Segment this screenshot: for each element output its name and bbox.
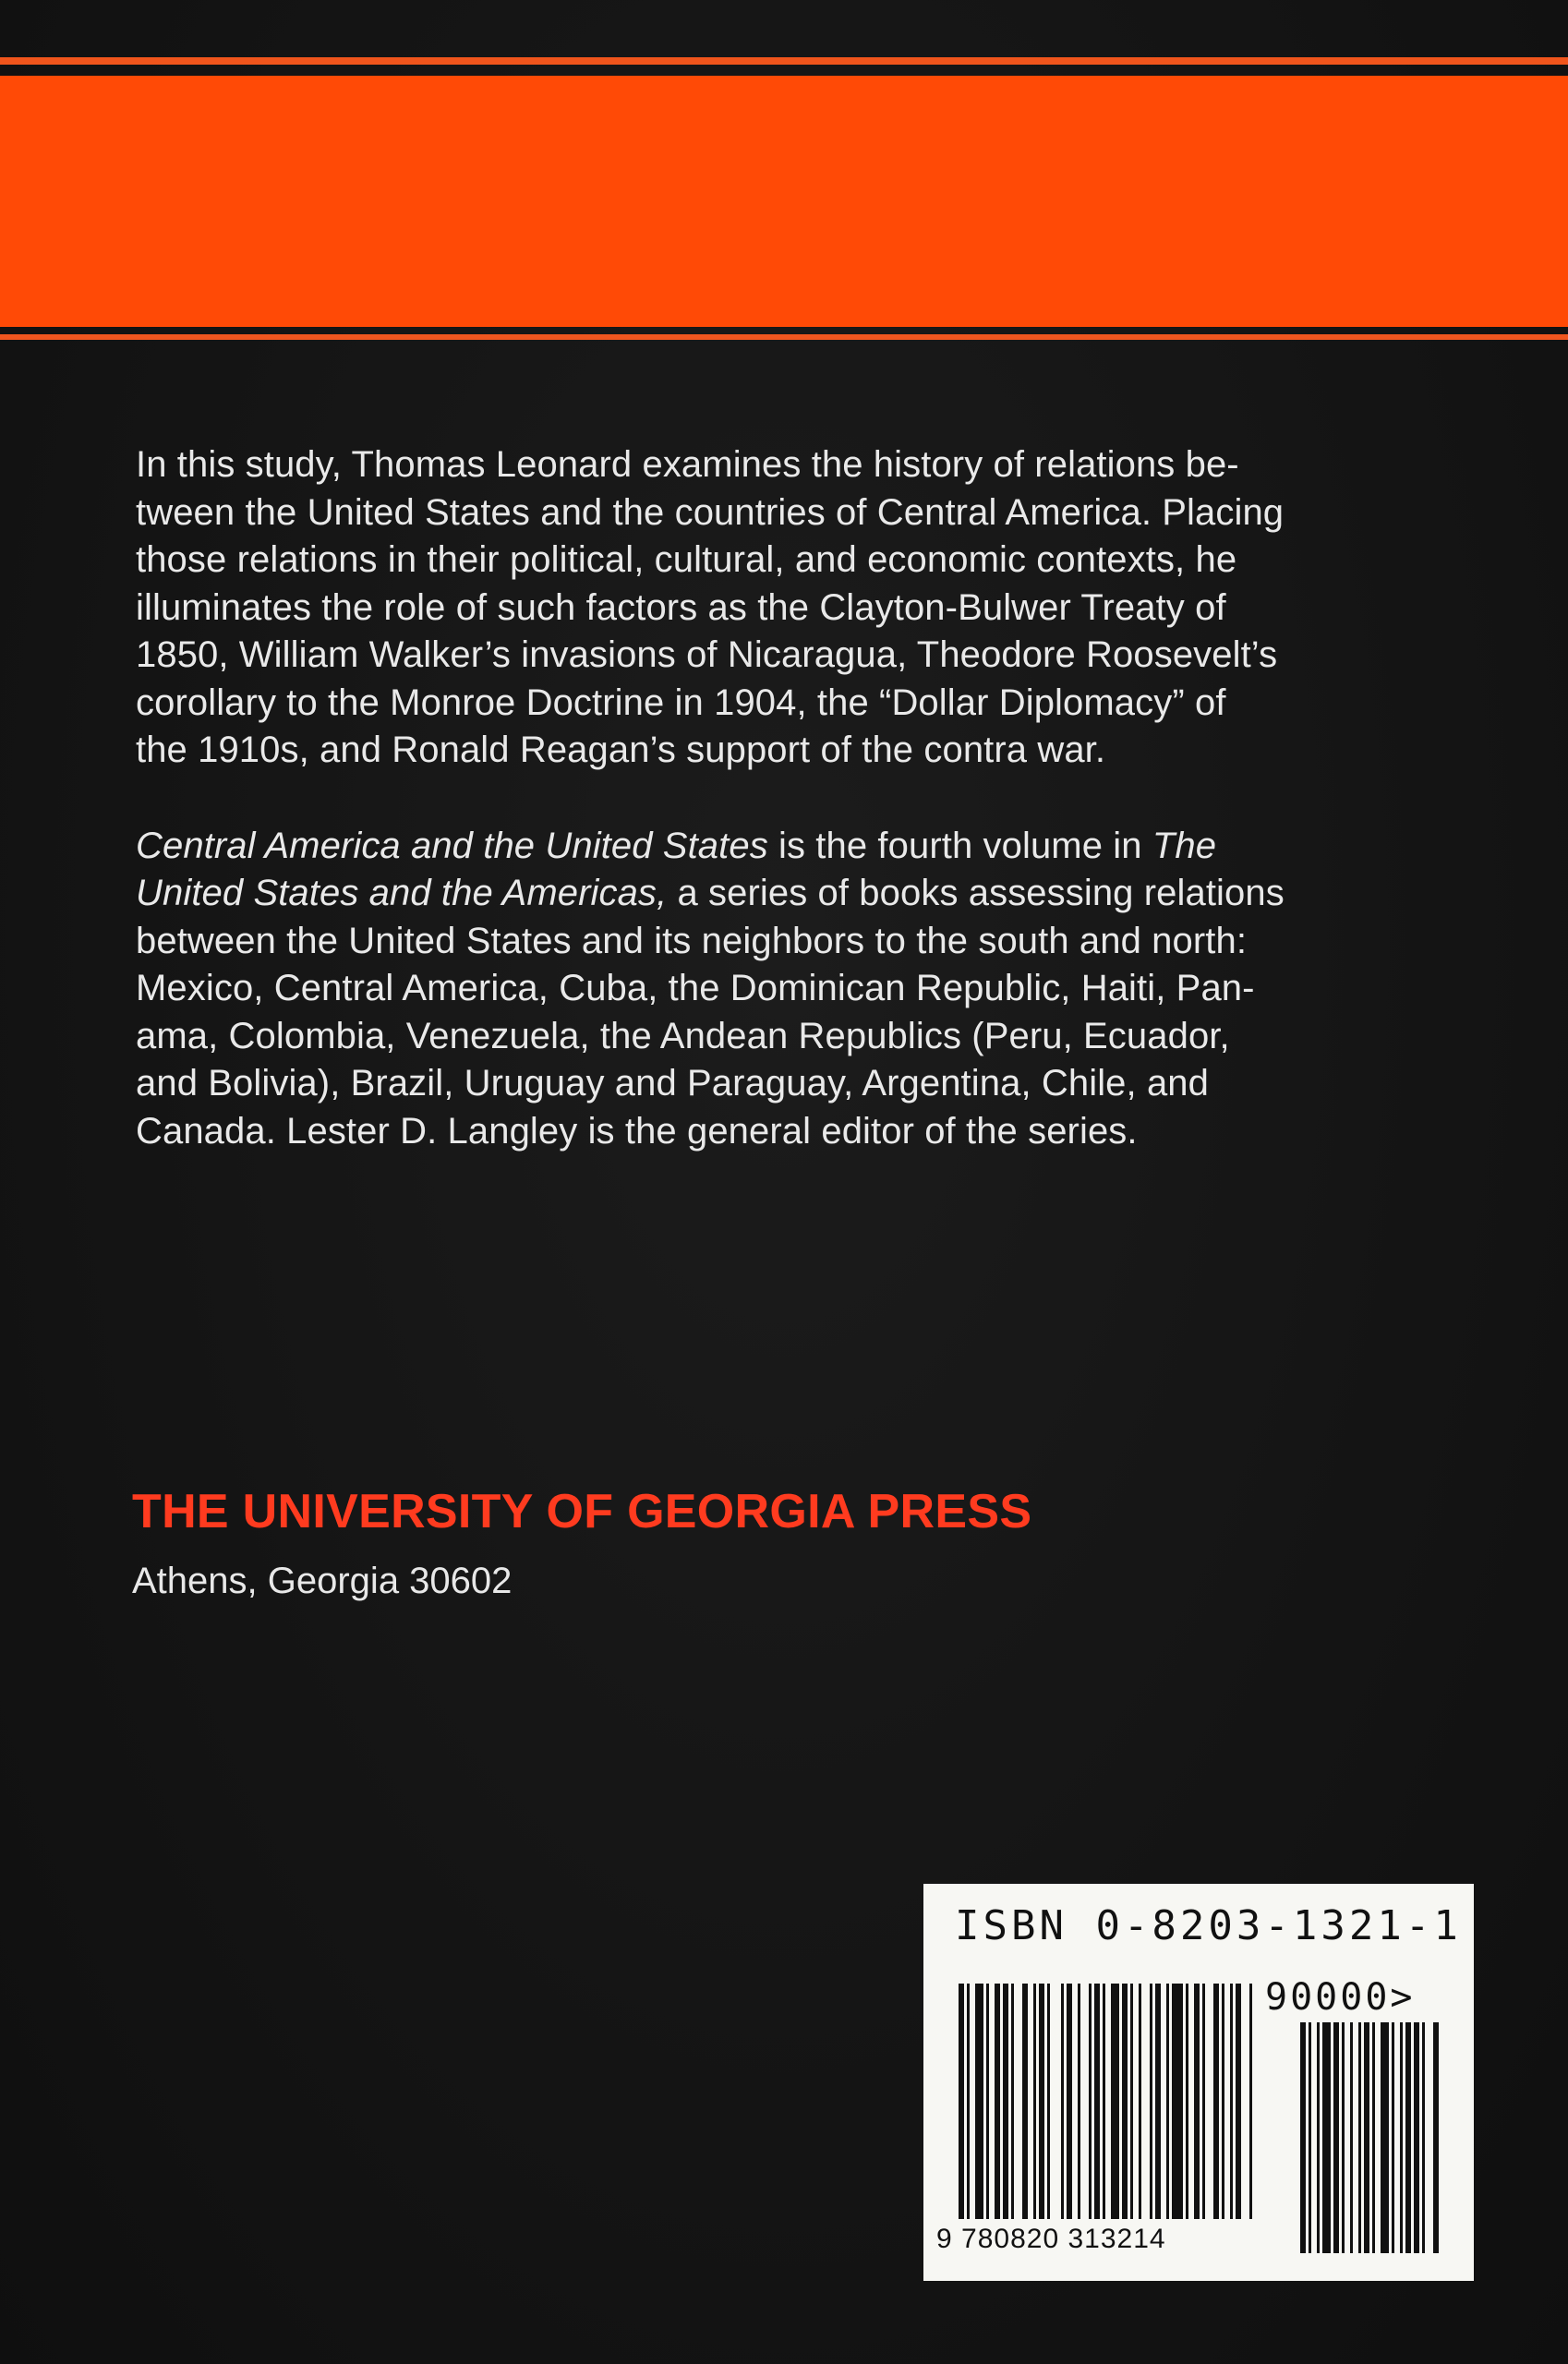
barcode-addon-bar: [1322, 2022, 1331, 2253]
barcode-bar: [1039, 1984, 1044, 2219]
barcode-addon-bar: [1350, 2022, 1353, 2253]
barcode-bar: [1150, 1984, 1152, 2219]
isbn-number: ISBN 0-8203-1321-1: [955, 1902, 1462, 1949]
publisher-name: THE UNIVERSITY OF GEORGIA PRESS: [132, 1485, 1032, 1538]
blurb-line: [136, 870, 1309, 918]
blurb-line: the 1910s, and Ronald Reagan’s support of the contra war.: [136, 730, 1106, 770]
series-title: United States and the Americas,: [136, 873, 668, 913]
barcode-bar: [1249, 1984, 1252, 2219]
barcode-addon-bar: [1300, 2022, 1306, 2253]
barcode-addon-bar: [1309, 2022, 1311, 2253]
blurb-line: 1850, William Walker’s invasions of Nicaragua, Theodore Roosevelt’s: [136, 634, 1278, 675]
barcode-bar: [1130, 1984, 1133, 2219]
barcode-bar: [1222, 1984, 1224, 2219]
barcode-bar: [1172, 1984, 1183, 2219]
accent-band: [0, 76, 1568, 327]
barcode-bar: [1155, 1984, 1161, 2219]
barcode-bar: [1186, 1984, 1188, 2219]
blurb-line: Mexico, Central America, Cuba, the Dominican Republic, Haiti, Pan-: [136, 968, 1255, 1008]
barcode-bar: [1089, 1984, 1092, 2219]
barcode-bar: [975, 1984, 983, 2219]
cover-blurb: [136, 441, 1309, 1155]
barcode-addon-bar: [1372, 2022, 1375, 2253]
barcode-bar: [1033, 1984, 1036, 2219]
barcode-bar: [1122, 1984, 1128, 2219]
barcode-bar: [1011, 1984, 1014, 2219]
barcode-bar: [1094, 1984, 1100, 2219]
barcode-bar: [986, 1984, 989, 2219]
barcode-addon-bar: [1358, 2022, 1361, 2253]
barcode-addon-bar: [1342, 2022, 1345, 2253]
blurb-line: Canada. Lester D. Langley is the general editor of the series.: [136, 1110, 1138, 1152]
blurb-paragraph-2: [136, 823, 1309, 1156]
barcode-addon-bar: [1392, 2022, 1394, 2253]
barcode-bar: [1061, 1984, 1064, 2219]
blurb-text: is the fourth volume in: [767, 825, 1152, 866]
barcode-addon-bar: [1422, 2022, 1425, 2253]
barcode-addon-bar: [1381, 2022, 1389, 2253]
blurb-line: those relations in their political, cultural, and economic contexts, he: [136, 539, 1237, 580]
publisher-address: Athens, Georgia 30602: [132, 1561, 513, 1601]
barcode-addon-bar: [1400, 2022, 1403, 2253]
accent-stripe-thin-bottom: [0, 334, 1568, 340]
barcode-bar: [1003, 1984, 1008, 2219]
barcode-bar: [1103, 1984, 1105, 2219]
barcode-bar: [1022, 1984, 1028, 2219]
blurb-line: In this study, Thomas Leonard examines the history of relations be-: [136, 444, 1239, 485]
barcode-bar: [1230, 1984, 1233, 2219]
barcode-bar: [1166, 1984, 1169, 2219]
barcode-addon-bar: [1405, 2022, 1411, 2253]
barcode-bar: [1111, 1984, 1119, 2219]
barcode-bar: [995, 1984, 1000, 2219]
barcode-addon-bar: [1317, 2022, 1320, 2253]
barcode-bar: [1078, 1984, 1080, 2219]
ean-digits: 9 780820 313214: [936, 2224, 1166, 2254]
blurb-line: corollary to the Monroe Doctrine in 1904, the “Dollar Diplomacy” of: [136, 681, 1226, 723]
blurb-text: a series of books assessing relations: [667, 873, 1285, 913]
blurb-line: tween the United States and the countries of Central America. Placing: [136, 491, 1285, 533]
blurb-line: ama, Colombia, Venezuela, the Andean Republics (Peru, Ecuador,: [136, 1015, 1230, 1056]
barcode-bar: [1047, 1984, 1050, 2219]
barcode-bar: [967, 1984, 970, 2219]
barcode-addon-bar: [1433, 2022, 1439, 2253]
series-title: The: [1152, 825, 1217, 866]
barcode-bar: [1213, 1984, 1219, 2219]
barcode-addon-bar: [1333, 2022, 1339, 2253]
barcode-label: [923, 1884, 1474, 2281]
accent-stripe-thin-top: [0, 57, 1568, 65]
barcode-bar: [1202, 1984, 1205, 2219]
barcode-bar: [1067, 1984, 1072, 2219]
blurb-line: illuminates the role of such factors as the Clayton-Bulwer Treaty of: [136, 586, 1226, 628]
price-addon-number: 90000>: [1265, 1976, 1416, 2019]
blurb-line: between the United States and its neighbors to the south and north:: [136, 920, 1248, 961]
barcode-addon-bar: [1414, 2022, 1419, 2253]
blurb-line: and Bolivia), Brazil, Uruguay and Paraguay, Argentina, Chile, and: [136, 1063, 1209, 1104]
blurb-line: [136, 823, 1309, 871]
blurb-paragraph-1: [136, 441, 1309, 775]
barcode-bar: [959, 1984, 964, 2219]
barcode-bar: [1194, 1984, 1200, 2219]
barcode-bar: [1236, 1984, 1241, 2219]
barcode-addon-bar: [1364, 2022, 1369, 2253]
barcode-bar: [1139, 1984, 1141, 2219]
book-title: Central America and the United States: [136, 825, 768, 866]
